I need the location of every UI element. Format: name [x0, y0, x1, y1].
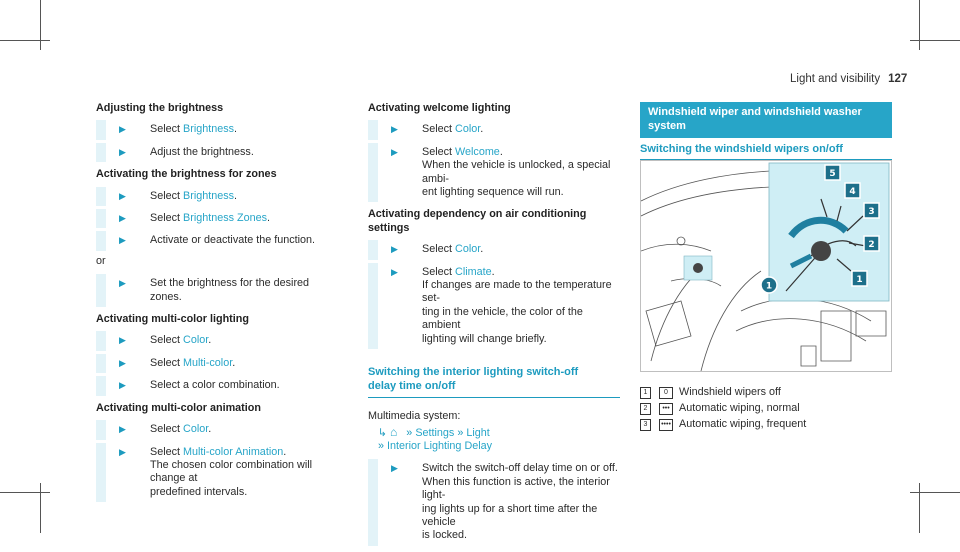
- column-1: [96, 102, 336, 508]
- menu-link[interactable]: Color: [183, 423, 209, 436]
- crop-mark: [910, 492, 960, 493]
- step: ▶ Select Brightness Zones.: [96, 212, 336, 225]
- chevron-icon: »: [457, 426, 464, 439]
- menu-link[interactable]: Brightness: [183, 123, 235, 136]
- legend-text: Automatic wiping, normal: [679, 402, 800, 414]
- wiper-normal-symbol: •••: [659, 403, 673, 415]
- section-title: Light and visibility: [790, 73, 881, 85]
- arrow-icon: ▶: [391, 124, 398, 135]
- arrow-icon: ▶: [119, 380, 126, 391]
- heading: Activating welcome lighting: [368, 102, 511, 114]
- heading: Activating multi-color animation: [96, 401, 261, 414]
- crop-mark: [40, 0, 41, 50]
- heading: Activating the brightness for zones: [96, 168, 277, 181]
- path-arrow-icon: ↳: [378, 426, 388, 439]
- arrow-icon: ▶: [119, 124, 126, 135]
- callout-1-lever: 1: [765, 281, 773, 292]
- dashboard-drawing: [641, 161, 891, 371]
- legend-item: [640, 385, 806, 400]
- arrow-icon: ▶: [391, 146, 398, 157]
- arrow-icon: ▶: [391, 244, 398, 255]
- wiper-frequent-symbol: ••••: [659, 419, 673, 431]
- page-number: 127: [888, 73, 908, 85]
- nav-path: [368, 426, 620, 440]
- menu-link[interactable]: Multi-color Animation: [183, 445, 284, 458]
- arrow-icon: ▶: [119, 357, 126, 368]
- menu-link[interactable]: Color: [455, 243, 481, 256]
- arrow-icon: ▶: [119, 424, 126, 435]
- crop-mark: [0, 40, 50, 41]
- step: ▶ Switch the switch-off delay time on or off. When this function is active, the interior light- ing lights up for a short time after the vehicle is locked.: [368, 462, 620, 542]
- step: ▶ Adjust the brightness.: [96, 146, 336, 159]
- arrow-icon: ▶: [119, 446, 126, 457]
- legend-item: [640, 417, 806, 432]
- subsection-heading: Switching the windshield wipers on/off: [640, 143, 892, 160]
- arrow-icon: ▶: [119, 213, 126, 224]
- menu-link[interactable]: Brightness Zones: [183, 212, 268, 225]
- nav-path-2: [368, 440, 620, 453]
- running-header: [790, 73, 907, 85]
- step: ▶ Select Color.: [368, 243, 620, 256]
- section-banner: Windshield wiper and windshield washer system: [640, 102, 892, 138]
- menu-link[interactable]: Color: [455, 123, 481, 136]
- step: ▶ Set the brightness for the desired zones.: [96, 277, 336, 304]
- chevron-icon: »: [406, 426, 413, 439]
- or-text: or: [96, 254, 106, 267]
- step: ▶ Select Color.: [96, 423, 336, 436]
- legend-key: 3: [640, 419, 651, 431]
- callout-5: 5: [829, 169, 836, 179]
- step: ▶ Select Welcome. When the vehicle is unlocked, a special ambi- ent lighting sequence will run.: [368, 146, 620, 200]
- subsection-heading: Switching the interior lighting switch-off delay time on/off: [368, 366, 620, 398]
- heading: Activating dependency on air conditioning settings: [368, 208, 587, 234]
- nav-light[interactable]: Light: [466, 426, 490, 439]
- legend-key: 1: [640, 387, 651, 399]
- crop-mark: [910, 40, 960, 41]
- step: ▶ Select Brightness.: [96, 123, 336, 136]
- callout-4: 4: [849, 187, 856, 197]
- step: ▶ Select Climate. If changes are made to the temperature set- ting in the vehicle, the color of the ambient lighting will change briefly.: [368, 266, 620, 346]
- menu-link[interactable]: Multi-color: [183, 356, 233, 369]
- arrow-icon: ▶: [119, 190, 126, 201]
- step: ▶ Select Brightness.: [96, 190, 336, 203]
- callout-2: 2: [868, 240, 875, 250]
- arrow-icon: ▶: [119, 335, 126, 346]
- arrow-icon: ▶: [119, 146, 126, 157]
- wiper-off-symbol: 0: [659, 387, 673, 399]
- arrow-icon: ▶: [391, 463, 398, 474]
- step: ▶ Select a color combination.: [96, 379, 336, 392]
- step: ▶ Select Color.: [96, 334, 336, 347]
- arrow-icon: ▶: [391, 266, 398, 277]
- crop-mark: [0, 492, 50, 493]
- nav-interior-lighting-delay[interactable]: Interior Lighting Delay: [387, 439, 493, 452]
- legend-text: Windshield wipers off: [679, 386, 781, 398]
- heading: Activating multi-color lighting: [96, 313, 249, 326]
- menu-link[interactable]: Color: [183, 334, 209, 347]
- crop-mark: [919, 0, 920, 50]
- callout-3: 3: [868, 207, 875, 217]
- home-icon[interactable]: ⌂: [390, 424, 398, 439]
- wiper-illustration: [640, 160, 892, 372]
- step: ▶ Select Multi-color Animation. The chosen color combination will change at predefined intervals.: [96, 446, 336, 500]
- step: ▶ Activate or deactivate the function.: [96, 234, 336, 247]
- crop-mark: [919, 483, 920, 533]
- column-2: [368, 102, 620, 552]
- step: ▶ Select Color.: [368, 123, 620, 136]
- legend-item: [640, 401, 806, 416]
- nav-settings[interactable]: Settings: [415, 426, 455, 439]
- legend: [640, 385, 806, 433]
- menu-link[interactable]: Welcome: [455, 145, 500, 158]
- crop-mark: [40, 483, 41, 533]
- callout-1: 1: [856, 275, 863, 285]
- arrow-icon: ▶: [119, 278, 126, 289]
- arrow-icon: ▶: [119, 235, 126, 246]
- legend-text: Automatic wiping, frequent: [679, 418, 807, 430]
- menu-link[interactable]: Brightness: [183, 189, 235, 202]
- step: ▶ Select Multi-color.: [96, 357, 336, 370]
- legend-key: 2: [640, 403, 651, 415]
- heading: Adjusting the brightness: [96, 102, 224, 114]
- chevron-icon: »: [378, 439, 385, 452]
- menu-link[interactable]: Climate: [455, 265, 492, 278]
- multimedia-label: Multimedia system:: [368, 410, 461, 423]
